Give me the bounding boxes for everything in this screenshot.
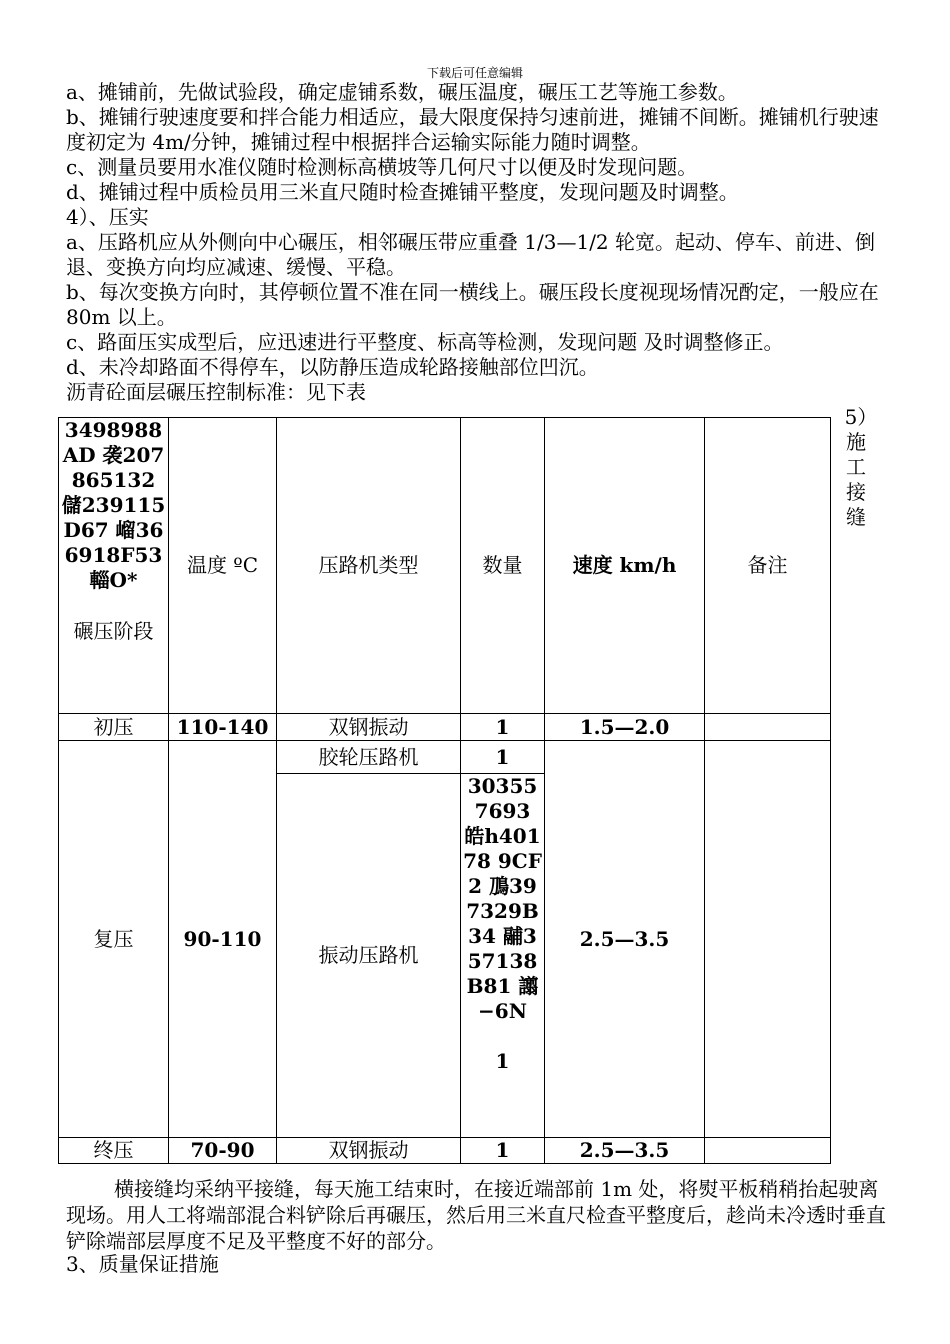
header-speed: 速度 km/h	[545, 418, 705, 714]
header-roller-type: 压路机类型	[277, 418, 461, 714]
cell-qty	[461, 774, 545, 1138]
cell-temp: 110-140	[169, 714, 277, 741]
header-note: 下载后可任意编辑	[426, 66, 523, 80]
paragraph-compaction-b: b、每次变换方向时，其停顿位置不准在同一横线上。碾压段长度视现场情况酌定，一般应在 80m 以上。	[66, 280, 879, 329]
cell-temp: 70-90	[169, 1138, 277, 1164]
cell-remark	[705, 1138, 831, 1164]
side-label-construction-joint: 5）施工接缝	[844, 405, 868, 529]
header-qty: 数量	[461, 418, 545, 714]
table-header-row	[59, 418, 831, 714]
cell-qty: 1	[461, 1138, 545, 1164]
cell-roller: 双钢振动	[277, 1138, 461, 1164]
cell-remark	[705, 714, 831, 741]
cell-qty-noise: 303557693 皓h40178 9CF2 鳭397329B34 鬴357138B81 譾−6N	[463, 774, 542, 1023]
table-row-second-a	[59, 741, 831, 774]
compaction-control-table	[58, 417, 831, 1164]
header-stage-cell	[59, 418, 169, 714]
cell-stage: 复压	[59, 741, 169, 1138]
cell-roller: 胶轮压路机	[277, 741, 461, 774]
section-compaction-heading: 4）、压实	[66, 205, 149, 229]
paragraph-paving-d: d、摊铺过程中质检员用三米直尺随时检查摊铺平整度，发现问题及时调整。	[66, 180, 739, 204]
header-stage-noise: 3498988AD 袭207865132 儲239115D67 嵧366918F53 輜O*	[61, 418, 166, 592]
table-caption: 沥青砼面层碾压控制标准：见下表	[66, 380, 366, 404]
paragraph-compaction-c: c、路面压实成型后，应迅速进行平整度、标高等检测，发现问题 及时调整修正。	[66, 330, 784, 354]
cell-speed: 1.5—2.0	[545, 714, 705, 741]
cell-speed: 2.5—3.5	[545, 741, 705, 1138]
paragraph-paving-c: c、测量员要用水准仪随时检测标高横坡等几何尺寸以便及时发现问题。	[66, 155, 698, 179]
table-row-initial	[59, 714, 831, 741]
cell-temp: 90-110	[169, 741, 277, 1138]
paragraph-compaction-d: d、未冷却路面不得停车，以防静压造成轮路接触部位凹沉。	[66, 355, 599, 379]
paragraph-paving-a: a、摊铺前，先做试验段，确定虚铺系数，碾压温度，碾压工艺等施工参数。	[66, 80, 738, 104]
cell-qty: 1	[461, 741, 545, 774]
cell-stage: 初压	[59, 714, 169, 741]
paragraph-compaction-a: a、压路机应从外侧向中心碾压，相邻碾压带应重叠 1/3—1/2 轮宽。起动、停车、前进、倒退、变换方向均应减速、缓慢、平稳。	[66, 230, 876, 279]
cell-qty: 1	[461, 714, 545, 741]
header-remark: 备注	[705, 418, 831, 714]
paragraph-construction-joint-text: 横接缝均采纳平接缝，每天施工结束时，在接近端部前 1m 处，将熨平板稍稍抬起驶离现场。用人工将端部混合料铲除后再碾压，然后用三米直尺检查平整度后，趁尚未冷透时垂直铲除端部层厚度不足及平整度不好的部分。	[66, 1177, 886, 1253]
cell-roller: 振动压路机	[277, 774, 461, 1138]
cell-roller: 双钢振动	[277, 714, 461, 741]
header-temp: 温度 ºC	[169, 418, 277, 714]
header-stage-label: 碾压阶段	[73, 619, 154, 643]
cell-stage: 终压	[59, 1138, 169, 1164]
cell-qty-value: 1	[495, 1049, 510, 1073]
cell-remark	[705, 741, 831, 1138]
cell-speed: 2.5—3.5	[545, 1138, 705, 1164]
paragraph-construction-joint	[66, 1176, 890, 1254]
paragraph-paving-b: b、摊铺行驶速度要和拌合能力相适应，最大限度保持匀速前进，摊铺不间断。摊铺机行驶速度初定为 4m/分钟，摊铺过程中根据拌合运输实际能力随时调整。	[66, 105, 879, 154]
table-row-final	[59, 1138, 831, 1164]
section-quality-heading: 3、质量保证措施	[66, 1252, 219, 1276]
